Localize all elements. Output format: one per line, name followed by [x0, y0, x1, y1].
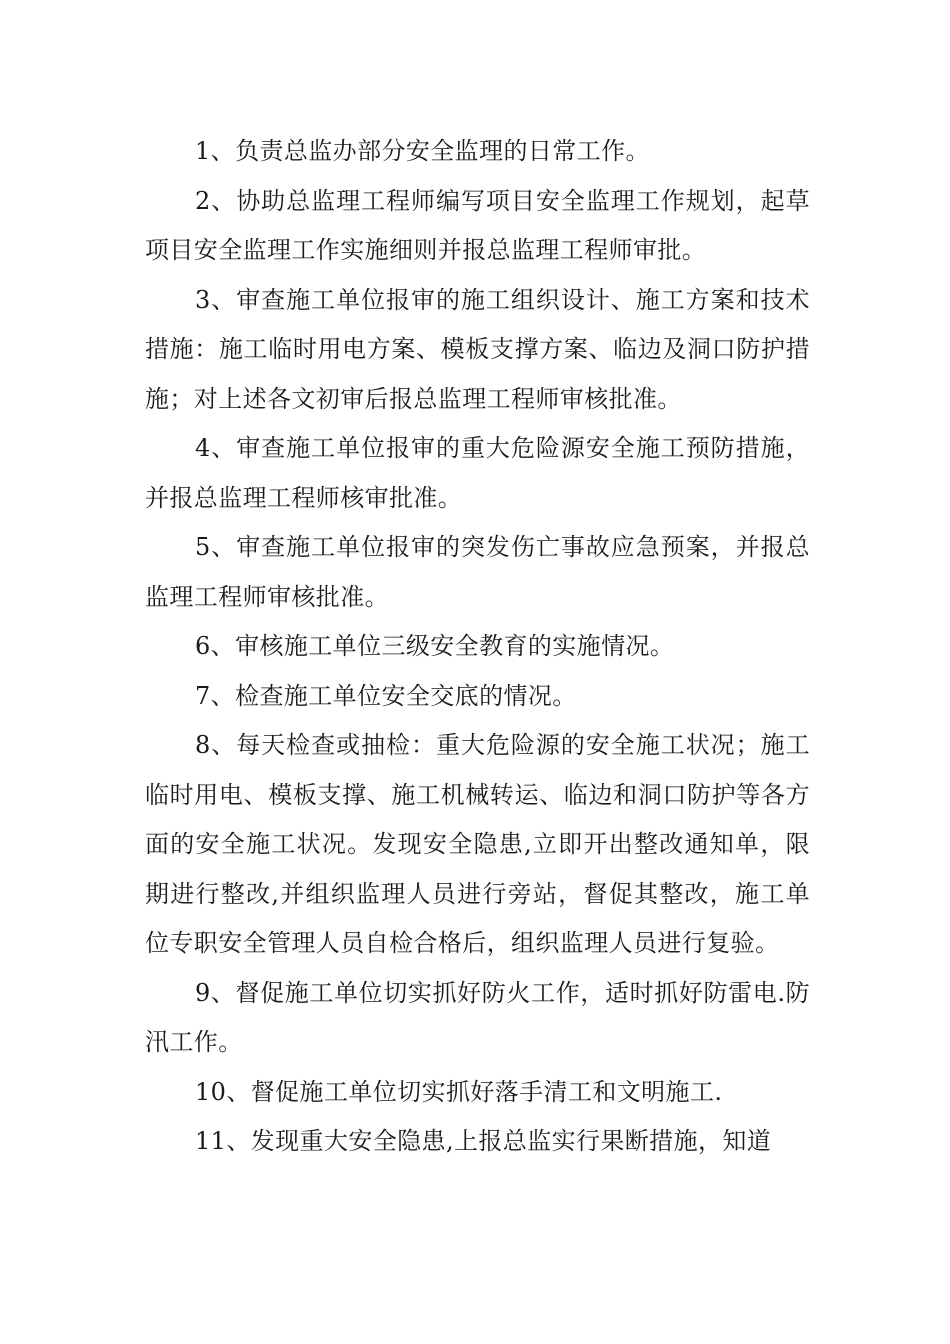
paragraph-11: 11、发现重大安全隐患,上报总监实行果断措施，知道 — [195, 1127, 772, 1155]
paragraph-3: 3、审查施工单位报审的施工组织设计、施工方案和技术措施：施工临时用电方案、模板支撑方案、临边及洞口防护措施；对上述各文初审后报总监理工程师审核批准。 — [145, 285, 810, 413]
paragraph-1: 1、负责总监办部分安全监理的日常工作。 — [195, 137, 650, 165]
paragraph-7: 7、检查施工单位安全交底的情况。 — [195, 681, 577, 710]
paragraph-10: 10、督促施工单位切实抓好落手清工和文明施工. — [195, 1077, 723, 1106]
document-body — [145, 127, 810, 1167]
paragraph-6: 6、审核施工单位三级安全教育的实施情况。 — [195, 632, 675, 660]
paragraph-5: 5、审查施工单位报审的突发伤亡事故应急预案，并报总监理工程师审核批准。 — [145, 533, 810, 611]
paragraph-8: 8、每天检查或抽检：重大危险源的安全施工状况；施工临时用电、模板支撑、施工机械转运、临边和洞口防护等各方面的安全施工状况。发现安全隐患,立即开出整改通知单，限期进行整改,并组织监理人员进行旁站，督促其整改，施工单位专职安全管理人员自检合格后，组织监理人员进行复验。 — [145, 731, 810, 957]
paragraph-2: 2、协助总监理工程师编写项目安全监理工作规划，起草项目安全监理工作实施细则并报总监理工程师审批。 — [145, 186, 810, 264]
paragraph-4: 4、审查施工单位报审的重大危险源安全施工预防措施，并报总监理工程师核审批准。 — [145, 434, 810, 512]
paragraph-9: 9、督促施工单位切实抓好防火工作，适时抓好防雷电.防汛工作。 — [145, 978, 810, 1056]
